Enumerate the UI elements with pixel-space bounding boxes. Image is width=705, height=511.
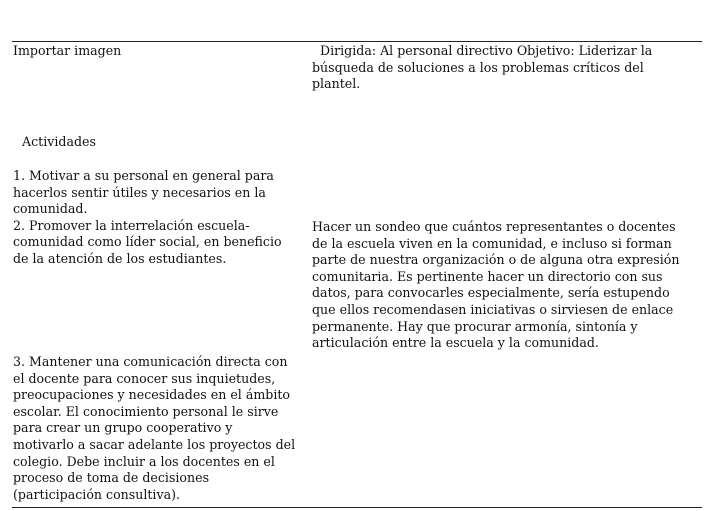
text-line: Hacer un sondeo que cuántos representantes o docentes (312, 219, 676, 234)
text-line: el docente para conocer sus inquietudes, (13, 370, 276, 386)
text-line: plantel. (312, 76, 361, 92)
table-top-rule (12, 41, 702, 42)
text-line: comunidad. (13, 201, 88, 217)
text-line: hacerlos sentir útiles y necesarios en la (13, 184, 266, 200)
text-line: de la escuela viven en la comunidad, e incluso si forman (312, 235, 672, 251)
text-line: que ellos recomendasen iniciativas o sirviesen de enlace (312, 301, 674, 317)
text-line: comunidad como líder social, en beneficio (13, 234, 282, 250)
text-line: comunitaria. Es pertinente hacer un directorio con sus (312, 268, 663, 284)
text-line: 2. Promover la interrelación escuela- (13, 217, 250, 233)
text-line: datos, para convocarles especialmente, sería estupendo (312, 285, 670, 301)
text-line: proceso de toma de decisiones (13, 470, 210, 486)
activities-heading: Actividades (22, 134, 96, 149)
text-line: motivarlo a sacar adelante los proyectos del (13, 436, 296, 452)
text-line: 1. Motivar a su personal en general para (13, 168, 274, 183)
text-line: Dirigida: Al personal directivo Objetivo: Liderizar la (320, 43, 653, 58)
text-line: escolar. El conocimiento personal le sirve (13, 403, 279, 419)
activity-3-cell (13, 354, 309, 503)
text-line: articulación entre la escuela y la comunidad. (312, 335, 599, 351)
community-survey-cell (312, 219, 698, 352)
target-objective-cell (312, 43, 698, 93)
text-line: preocupaciones y necesidades en el ámbito (13, 387, 291, 403)
text-line: colegio. Debe incluir a los docentes en el (13, 453, 275, 469)
activities-1-2-cell (13, 168, 309, 268)
import-image-label: Importar imagen (13, 43, 122, 58)
text-line: 3. Mantener una comunicación directa con (13, 354, 288, 369)
text-line: parte de nuestra organización o de alguna otra expresión (312, 252, 680, 268)
text-line: permanente. Hay que procurar armonía, sintonía y (312, 318, 638, 334)
document-table (12, 0, 702, 511)
text-line: (participación consultiva). (13, 486, 180, 502)
text-line: para crear un grupo cooperativo y (13, 420, 233, 436)
text-line: de la atención de los estudiantes. (13, 250, 227, 266)
text-line: búsqueda de soluciones a los problemas críticos del (312, 59, 644, 75)
table-bottom-rule (12, 507, 702, 508)
